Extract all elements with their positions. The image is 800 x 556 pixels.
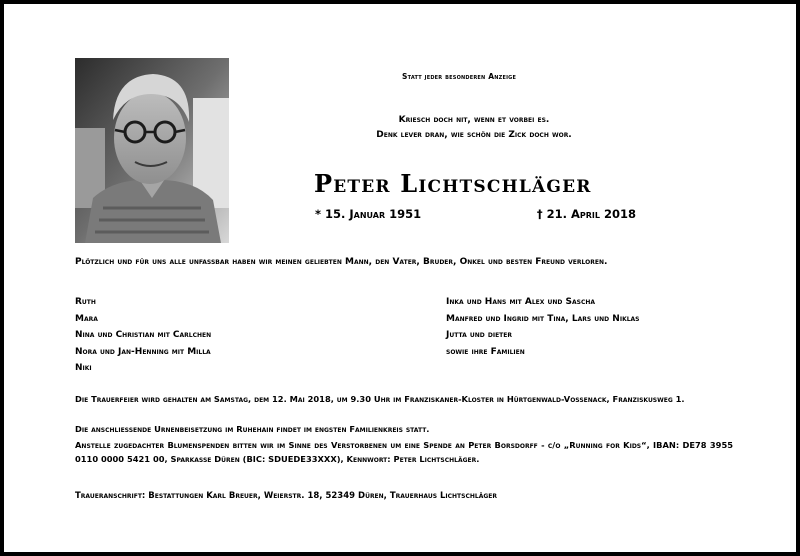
mourner-entry: sowie ihre Familien — [446, 346, 525, 357]
birth-date: * 15. Januar 1951 — [315, 207, 422, 221]
kicker-line: Statt jeder besonderen Anzeige — [402, 72, 517, 81]
mourner-entry: Inka und Hans mit Alex und Sascha — [446, 297, 596, 307]
funeral-notice: Die Trauerfeier wird gehalten am Samstag, dem 12. Mai 2018, um 9.30 Uhr im Franziskaner-Kloster in Hürtgenwald-Vossenack, Franziskusweg 1. — [75, 394, 685, 404]
urn-notice: Die anschliessende Urnenbeisetzung im Ruhehain findet im engsten Familienkreis statt. — [75, 424, 430, 434]
intro-text: Plötzlich und für uns alle unfassbar haben wir meinen geliebten Mann, den Vater, Bruder, Onkel und besten Freund verloren. — [75, 257, 608, 267]
mourner-entry: Mara — [75, 313, 98, 324]
death-date: † 21. April 2018 — [536, 207, 636, 221]
quote-line-2: Denk lever dran, wie schön die Zick doch wor. — [376, 130, 572, 140]
mourner-entry: Nina und Christian mit Carlchen — [75, 330, 212, 340]
mourner-entry: Niki — [75, 363, 92, 373]
mourners-left — [75, 294, 211, 377]
donation-notice: Anstelle zugedachter Blumenspenden bitten wir im Sinne des Verstorbenen um eine Spende an Peter Borsdorff - c/o „Running for Kids“, IBAN: DE78 3955 0110 0000 5421 00, Sparkasse Düren (BIC: SDUEDE33XXX), Kennwort: Peter Lichtschläger. — [75, 440, 733, 464]
mourners-right — [446, 294, 640, 360]
mourner-entry: Manfred und Ingrid mit Tina, Lars und Niklas — [446, 313, 640, 324]
mourner-entry: Nora und Jan-Henning mit Milla — [75, 346, 211, 357]
deceased-name: Peter Lichtschläger — [314, 169, 592, 198]
mourner-entry: Ruth — [75, 297, 96, 307]
portrait-photo — [75, 58, 229, 243]
mourning-address: Traueranschrift: Bestattungen Karl Breuer, Weierstr. 18, 52349 Düren, Trauerhaus Lichtschläger — [75, 491, 497, 501]
mourner-entry: Jutta und dieter — [446, 330, 512, 340]
quote-line-1: Kriesch doch nit, wenn et vorbei es. — [398, 115, 550, 125]
